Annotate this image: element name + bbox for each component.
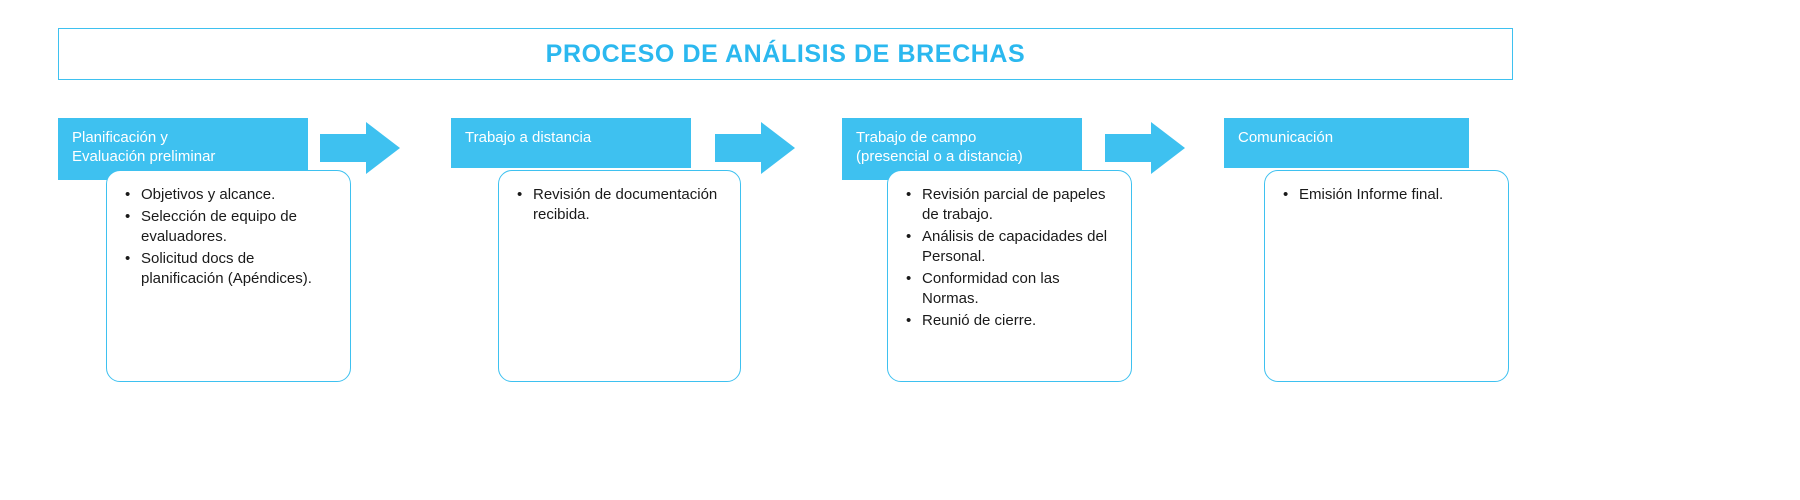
page-title: PROCESO DE ANÁLISIS DE BRECHAS <box>545 39 1026 68</box>
arrow-right-icon <box>715 122 795 174</box>
diagram-title-banner <box>58 28 1513 80</box>
stage-2-list <box>499 171 740 237</box>
list-item: • Análisis de capacidades del Personal. <box>922 227 1115 267</box>
process-stage-4 <box>1224 118 1469 203</box>
stage-1-header-line-1: Planificación y <box>72 129 168 146</box>
stage-2-header-line-1: Trabajo a distancia <box>465 129 592 146</box>
stage-4-list <box>1265 171 1508 217</box>
stage-3-list <box>888 171 1131 343</box>
stage-3-body <box>887 170 1132 382</box>
process-stage-3 <box>842 118 1108 329</box>
stage-2-body <box>498 170 741 382</box>
stage-3-header-line-1: Trabajo de campo <box>856 129 977 146</box>
arrow-right-icon <box>1105 122 1185 174</box>
list-item: • Conformidad con las Normas. <box>922 269 1115 309</box>
stage-4-header <box>1224 118 1469 168</box>
arrow-right-icon <box>320 122 400 174</box>
process-stage-2 <box>451 118 718 223</box>
list-item: • Revisión de documentación recibida. <box>533 185 724 225</box>
stage-2-header <box>451 118 691 168</box>
list-item: • Solicitud docs de planificación (Apéndices). <box>141 249 334 289</box>
stage-1-body <box>106 170 351 382</box>
stage-1-header-line-2: Evaluación preliminar <box>72 148 216 165</box>
list-item: • Revisión parcial de papeles de trabajo. <box>922 185 1115 225</box>
stage-3-header-line-2: (presencial o a distancia) <box>856 148 1023 165</box>
list-item: • Reunió de cierre. <box>922 311 1115 331</box>
stage-4-body <box>1264 170 1509 382</box>
stage-4-header-line-1: Comunicación <box>1238 129 1334 146</box>
stage-1-list <box>107 171 350 301</box>
list-item: • Emisión Informe final. <box>1299 185 1492 205</box>
process-stage-1 <box>58 118 312 287</box>
list-item: • Selección de equipo de evaluadores. <box>141 207 334 247</box>
list-item: • Objetivos y alcance. <box>141 185 334 205</box>
